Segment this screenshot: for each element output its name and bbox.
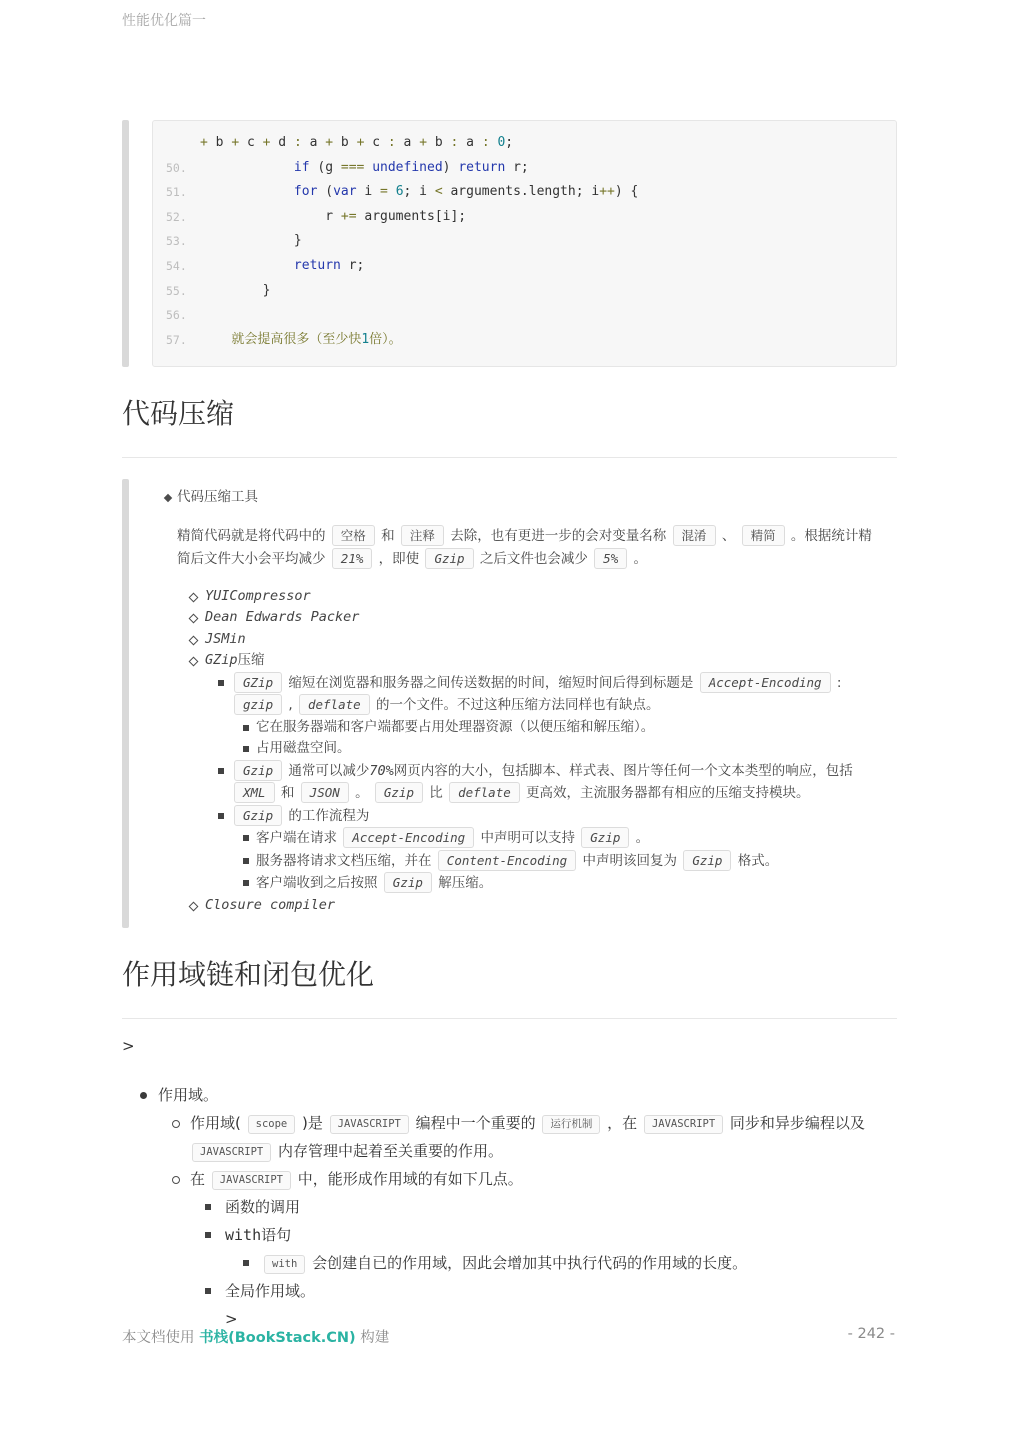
bullet-icon (189, 657, 199, 667)
line-number: 54. (166, 258, 187, 273)
list-item (122, 1109, 897, 1165)
code-token: r; (505, 159, 529, 175)
inline-code-chip: JAVASCRIPT (330, 1115, 409, 1134)
list-item (122, 672, 897, 717)
page-number: - 242 - (847, 1326, 895, 1342)
compression-list (122, 487, 897, 916)
line-number: 57. (166, 332, 187, 347)
code-token: arguments[i]; (356, 208, 467, 224)
bullet-icon (205, 1288, 211, 1294)
text-run: 。根据统计精简后文件大小会平均减少 (177, 527, 872, 568)
list-item-text (232, 805, 897, 828)
line-number: 55. (166, 283, 187, 298)
text-run: 和 (376, 527, 399, 544)
code-text (200, 328, 402, 353)
page-header-title: 性能优化篇一 (122, 13, 206, 29)
inline-code-chip: Gzip (375, 782, 423, 803)
inline-code-chip: 注释 (401, 525, 444, 546)
list-item-text (205, 607, 897, 629)
code-token: a (458, 135, 482, 150)
code-token: + (325, 135, 334, 150)
text-run: ，在 (602, 1114, 642, 1133)
list-item-text (262, 1249, 897, 1277)
list-item-text (256, 872, 897, 895)
inline-code-chip: Accept-Encoding (343, 827, 474, 848)
code-token: : (293, 135, 302, 150)
text-run: 语句 (261, 1226, 292, 1245)
code-token: b (207, 135, 232, 150)
inline-code-chip: 21% (332, 548, 373, 569)
code-token: : (387, 135, 396, 150)
bullet-icon (218, 813, 224, 819)
text-run: with (225, 1226, 262, 1245)
inline-code-chip: JAVASCRIPT (192, 1143, 271, 1162)
footer-suffix-text: 构建 (355, 1330, 390, 1346)
list-item (122, 1193, 897, 1221)
text-run: 作用域( (190, 1114, 246, 1133)
code-token: } (200, 282, 271, 298)
text-run: 中声明该回复为 (578, 852, 682, 869)
line-number: 53. (166, 234, 187, 249)
text-run: 网页内容的大小，包括脚本、样式表、图片等任何一个文本类型的响应，包括 (393, 762, 853, 779)
code-token: a (395, 135, 420, 150)
line-number: 52. (166, 209, 187, 224)
code-token: 6 (395, 184, 404, 200)
code-token: for (293, 184, 318, 200)
list-item (122, 760, 897, 805)
text-run: 占用磁盘空间。 (256, 740, 351, 757)
inline-code-chip: Gzip (234, 760, 282, 781)
text-run: 70% (369, 762, 394, 779)
code-token: d (270, 135, 294, 150)
code-token: c (364, 135, 388, 150)
list-item-text (158, 1081, 897, 1109)
list-item-text (190, 1109, 897, 1165)
list-item-text (225, 1193, 897, 1221)
code-token: } (200, 233, 302, 249)
page-content (122, 0, 897, 1333)
bullet-icon (243, 858, 249, 864)
blockquote-bar (122, 120, 129, 367)
inline-code-chip: with (264, 1255, 305, 1274)
list-item-text (177, 487, 897, 509)
text-run: Closure compiler (205, 896, 336, 913)
code-line (166, 229, 882, 254)
code-token: return (458, 159, 506, 175)
list-item-text (256, 738, 897, 760)
section-divider (122, 1018, 897, 1019)
list-item (122, 586, 897, 608)
text-run: )是 (297, 1114, 328, 1133)
code-token: = (380, 184, 388, 200)
list-item (122, 629, 897, 651)
heading-code-compression: 代码压缩 (122, 397, 235, 431)
code-token: undefined (372, 159, 443, 175)
text-run: 在 (190, 1170, 210, 1189)
code-token: : (450, 135, 459, 150)
text-run: 客户端在请求 (256, 830, 342, 847)
paragraph (122, 525, 877, 572)
code-text (200, 254, 364, 279)
inline-code-chip: JSON (301, 782, 349, 803)
inline-code-chip: Gzip (683, 850, 731, 871)
text-run: 作用域。 (158, 1086, 219, 1105)
list-item-text (232, 760, 897, 805)
code-token (388, 184, 396, 199)
code-token: if (293, 159, 310, 175)
text-run: 它在服务器端和客户端都要占用处理器资源（以便压缩和解压缩）。 (256, 718, 655, 735)
code-token: var (333, 184, 357, 200)
footer-brand-link[interactable]: 书栈(BookStack.CN) (199, 1330, 356, 1346)
line-number: 50. (166, 160, 187, 175)
text-run: GZip (205, 652, 238, 669)
inline-code-chip: Gzip (234, 805, 282, 826)
code-token: ) { (614, 184, 639, 200)
inline-code-chip: 空格 (332, 525, 375, 546)
list-item-text (205, 895, 897, 917)
section-divider (122, 457, 897, 458)
text-run: 。 (629, 551, 648, 568)
bullet-icon (172, 1176, 180, 1184)
inline-code-chip: JAVASCRIPT (212, 1171, 291, 1190)
text-run: 函数的调用 (225, 1198, 301, 1217)
list-item-text (225, 1221, 897, 1249)
code-token (200, 332, 231, 347)
text-run: 全局作用域。 (225, 1282, 316, 1301)
code-blockquote (122, 120, 897, 367)
text-run: 客户端收到之后按照 (256, 875, 382, 892)
scope-list (122, 1081, 897, 1333)
code-line (166, 303, 882, 328)
code-text (200, 180, 638, 205)
page-footer (122, 1326, 895, 1347)
text-run: 更高效，主流服务器都有相应的压缩支持模块。 (521, 785, 810, 802)
bullet-icon (218, 768, 224, 774)
text-run: 之后文件也会减少 (475, 551, 593, 568)
bullet-icon (205, 1232, 211, 1238)
code-token: b (333, 135, 357, 150)
inline-code-chip: 5% (594, 548, 627, 569)
bullet-icon (189, 614, 199, 624)
code-line (166, 279, 882, 304)
code-text (200, 205, 466, 230)
list-item (122, 850, 897, 873)
code-token: 倍）。 (369, 331, 402, 347)
code-token: r; (340, 257, 365, 273)
bullet-icon (140, 1092, 147, 1099)
bullet-icon (243, 725, 249, 731)
inline-code-chip: 混淆 (673, 525, 716, 546)
code-text (200, 229, 302, 254)
code-lines (166, 131, 882, 352)
code-token: b (427, 135, 451, 150)
code-text (200, 131, 513, 156)
list-item (122, 805, 897, 828)
code-line (166, 205, 882, 230)
code-token: < (434, 184, 443, 200)
code-token: 0 (497, 135, 506, 150)
list-item (122, 738, 897, 760)
list-item (122, 1165, 897, 1193)
text-run: 缩短在浏览器和服务器之间传送数据的时间，缩短时间后得到标题是 (284, 674, 698, 691)
list-item (122, 717, 897, 739)
code-token: ; (505, 135, 514, 150)
code-token: arguments.length; i (442, 184, 600, 200)
text-run: 代码压缩工具 (177, 489, 258, 506)
bullet-icon (189, 901, 199, 911)
text-run: 中声明可以支持 (476, 830, 580, 847)
inline-code-chip: Gzip (425, 548, 473, 569)
list-item (122, 1081, 897, 1109)
bullet-icon (189, 635, 199, 645)
bullet-icon (205, 1204, 211, 1210)
text-run: YUICompressor (205, 587, 311, 604)
code-token (200, 184, 294, 199)
list-item (122, 487, 897, 509)
text-run: 通常可以减少 (284, 762, 370, 779)
inline-code-chip: Content-Encoding (438, 850, 576, 871)
code-token (200, 160, 294, 175)
code-token: return (293, 257, 341, 273)
code-token: c (239, 135, 263, 150)
text-run: : (832, 674, 842, 691)
code-token: + (200, 135, 208, 150)
compression-blockquote (122, 479, 897, 928)
text-run: 。 (350, 785, 373, 802)
list-item-text (225, 1277, 897, 1305)
inline-code-chip: 运行机制 (542, 1115, 600, 1134)
list-item-text (256, 717, 897, 739)
text-run: 的工作流程为 (284, 807, 370, 824)
text-run: 和 (276, 785, 299, 802)
bullet-icon (243, 1260, 249, 1266)
list-item-text (256, 827, 897, 850)
code-token: ( (317, 184, 334, 200)
code-token: 1 (361, 331, 370, 347)
code-token: ++ (599, 184, 615, 200)
code-token: ; i (403, 184, 435, 200)
text-run: 服务器将请求文档压缩，并在 (256, 852, 436, 869)
text-run: 中，能形成作用域的有如下几点。 (293, 1170, 523, 1189)
text-run: 。 (631, 830, 650, 847)
text-run: 会创建自已的作用域，因此会增加其中执行代码的作用域的长度。 (307, 1254, 748, 1273)
code-line (166, 328, 882, 353)
code-line (166, 131, 882, 156)
footer-prefix-text: 本文档使用 (122, 1330, 200, 1346)
code-text (200, 303, 208, 328)
bullet-icon (189, 592, 199, 602)
list-item-text (256, 850, 897, 873)
bullet-icon (243, 880, 249, 886)
text-run: , (284, 697, 297, 714)
inline-code-chip: Gzip (384, 872, 432, 893)
inline-code-chip: GZip (234, 672, 282, 693)
code-token: += (340, 208, 357, 224)
inline-code-chip: deflate (299, 694, 370, 715)
list-item-text (232, 672, 897, 717)
line-number (166, 131, 200, 156)
text-run: 比 (424, 785, 448, 802)
code-token: ) (442, 159, 459, 175)
list-item (122, 1221, 897, 1249)
code-token: r (200, 208, 341, 224)
code-token: a (301, 135, 326, 150)
inline-code-chip: Gzip (581, 827, 629, 848)
inline-code-chip: gzip (234, 694, 282, 715)
inline-code-chip: XML (234, 782, 275, 803)
code-block (152, 120, 897, 367)
text-run: 编程中一个重要的 (410, 1114, 541, 1133)
code-token: : (481, 135, 490, 150)
code-token: + (419, 135, 428, 150)
inline-code-chip: JAVASCRIPT (644, 1115, 723, 1134)
list-item-text (190, 1165, 897, 1193)
text-run: 格式。 (733, 852, 779, 869)
bullet-icon (243, 835, 249, 841)
inline-code-chip: scope (248, 1115, 296, 1134)
line-number: 56. (166, 308, 187, 323)
list-item (122, 872, 897, 895)
list-item (122, 1277, 897, 1305)
list-item-text (205, 650, 897, 672)
list-item (122, 895, 897, 917)
code-token: (g (309, 159, 341, 175)
code-token: + (356, 135, 365, 150)
code-text (200, 279, 270, 304)
inline-code-chip: 精简 (742, 525, 785, 546)
bullet-icon (218, 680, 224, 686)
code-token: 就会提高很多（至少快 (231, 331, 362, 347)
bullet-icon (243, 746, 249, 752)
list-item (122, 827, 897, 850)
text-run: 、 (717, 527, 740, 544)
list-item-text (205, 629, 897, 651)
list-item (122, 1249, 897, 1277)
heading-scope-chain: 作用域链和闭包优化 (122, 958, 375, 992)
code-line (166, 254, 882, 279)
text-run: ，即使 (374, 551, 424, 568)
bullet-icon (172, 1120, 180, 1128)
text-run: Dean Edwards Packer (205, 609, 360, 626)
text-run: > (225, 1310, 238, 1329)
code-line (166, 156, 882, 181)
code-token: + (231, 135, 240, 150)
list-item (122, 650, 897, 672)
code-token: === (340, 159, 365, 175)
code-token: i (356, 184, 381, 200)
text-run: 解压缩。 (433, 875, 493, 892)
text-run: 压缩 (237, 652, 265, 669)
line-number: 51. (166, 185, 187, 200)
text-run: 的一个文件。不过这种压缩方法同样也有缺点。 (371, 697, 660, 714)
text-run: 去除，也有更进一步的会对变量名称 (445, 527, 671, 544)
code-token (200, 258, 294, 273)
list-item (122, 607, 897, 629)
inline-code-chip: deflate (449, 782, 520, 803)
code-line (166, 180, 882, 205)
text-run: JSMin (205, 630, 246, 647)
quote-mark-text: > (122, 1037, 135, 1056)
text-run: 同步和异步编程以及 (725, 1114, 865, 1133)
inline-code-chip: Accept-Encoding (700, 672, 831, 693)
text-run: 精简代码就是将代码中的 (177, 527, 330, 544)
code-text (200, 156, 529, 181)
code-token: + (262, 135, 271, 150)
text-run: 内存管理中起着至关重要的作用。 (273, 1142, 503, 1161)
bullet-icon (164, 494, 172, 502)
list-item-text (205, 586, 897, 608)
